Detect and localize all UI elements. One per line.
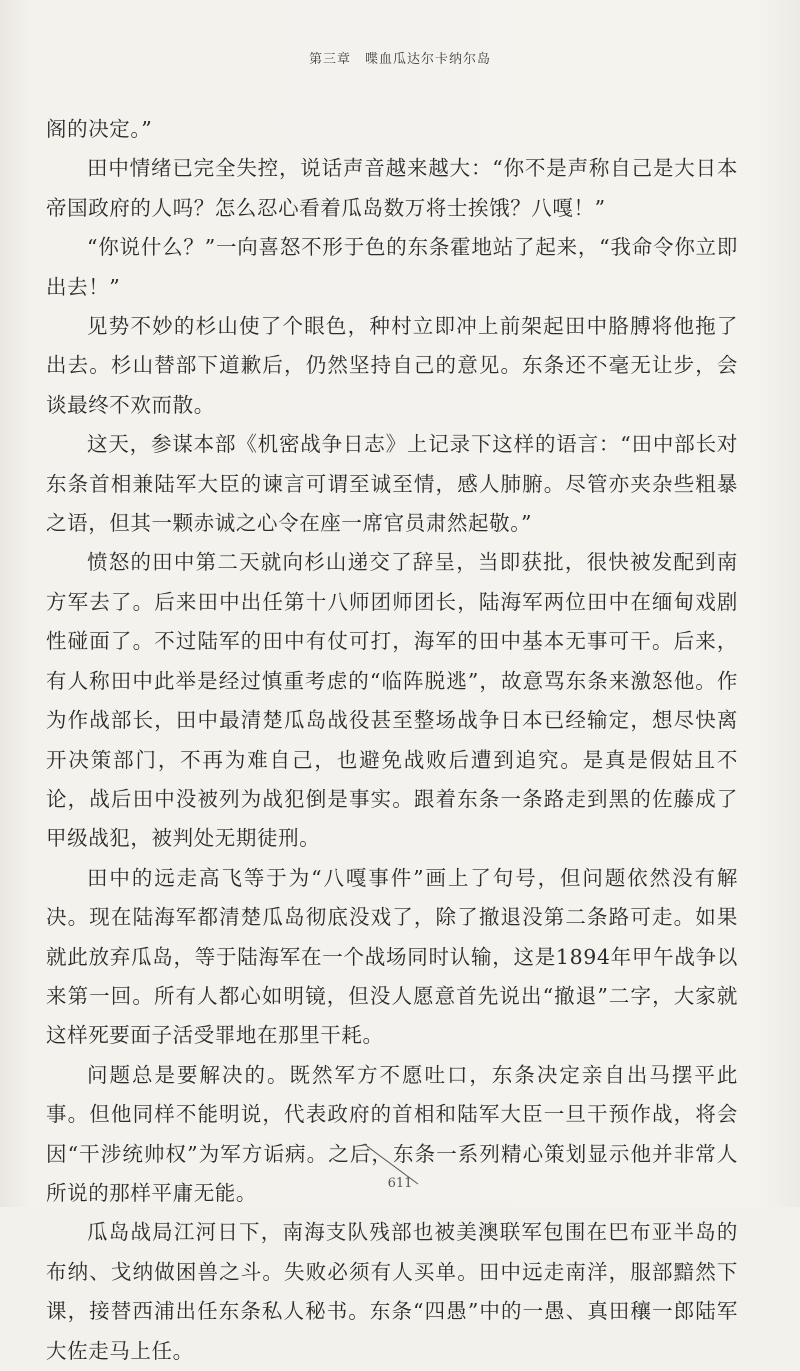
paragraph-3: “你说什么？”一向喜怒不形于色的东条霍地站了起来，“我命令你立即出去！”	[46, 235, 738, 299]
paragraph-5: 这天，参谋本部《机密战争日志》上记录下这样的语言：“田中部长对东条首相兼陆军大臣的谏言可谓至诚至情，感人肺腑。尽管亦夹杂些粗暴之语，但其一颗赤诚之心令在座一席官员肃然起敬。”	[46, 432, 738, 536]
paragraph-2: 田中情绪已完全失控，说话声音越来越大：“你不是声称自己是大日本帝国政府的人吗？怎么忍心看着瓜岛数万将士挨饿？八嘎！”	[46, 156, 738, 220]
paragraph-4: 见势不妙的杉山使了个眼色，种村立即冲上前架起田中胳膊将他拖了出去。杉山替部下道歉后，仍然坚持自己的意见。东条还不毫无让步，会谈最终不欢而散。	[46, 314, 738, 417]
chapter-title: 喋血瓜达尔卡纳尔岛	[365, 52, 492, 67]
chapter-number: 第三章	[308, 52, 351, 67]
paragraph-1: 阁的决定。”	[46, 117, 153, 141]
paragraph-7: 田中的远走高飞等于为“八嘎事件”画上了句号，但问题依然没有解决。现在陆海军都清楚瓜岛彻底没戏了，除了撤退没第二条路可走。如果就此放弃瓜岛，等于陆海军在一个战场同时认输，这是1894年甲午战争以来第一回。所有人都心如明镜，但没人愿意首先说出“撤退”二字，大家就这样死要面子活受罪地在那里干耗。	[46, 865, 738, 1048]
paragraph-8: 问题总是要解决的。既然军方不愿吐口，东条决定亲自出马摆平此事。但他同样不能明说，代表政府的首相和陆军大臣一旦干预作战，将会因“干涉统帅权”为军方诟病。之后，东条一系列精心策划显示他并非常人所说的那样平庸无能。	[46, 1062, 738, 1205]
paragraph-6: 愤怒的田中第二天就向杉山递交了辞呈，当即获批，很快被发配到南方军去了。后来田中出任第十八师团师团长，陆海军两位田中在缅甸戏剧性碰面了。不过陆军的田中有仗可打，海军的田中基本无事可干。后来，有人称田中此举是经过慎重考虑的“临阵脱逃”，故意骂东条来激怒他。作为作战部长，田中最清楚瓜岛战役甚至整场战争日本已经输定，想尽快离开决策部门，不再为难自己，也避免战败后遭到追究。是真是假姑且不论，战后田中没被列为战犯倒是事实。跟着东条一条路走到黑的佐藤成了甲级战犯，被判处无期徒刑。	[46, 550, 738, 851]
page-number: 611	[387, 1176, 413, 1191]
running-head	[0, 48, 800, 67]
paragraph-9: 瓜岛战局江河日下，南海支队残部也被美澳联军包围在巴布亚半岛的布纳、戈纳做困兽之斗。失败必须有人买单。田中远走南洋，服部黯然下课，接替西浦出任东条私人秘书。东条“四愚”中的一愚、真田穰一郎陆军大佐走马上任。	[46, 1220, 738, 1363]
